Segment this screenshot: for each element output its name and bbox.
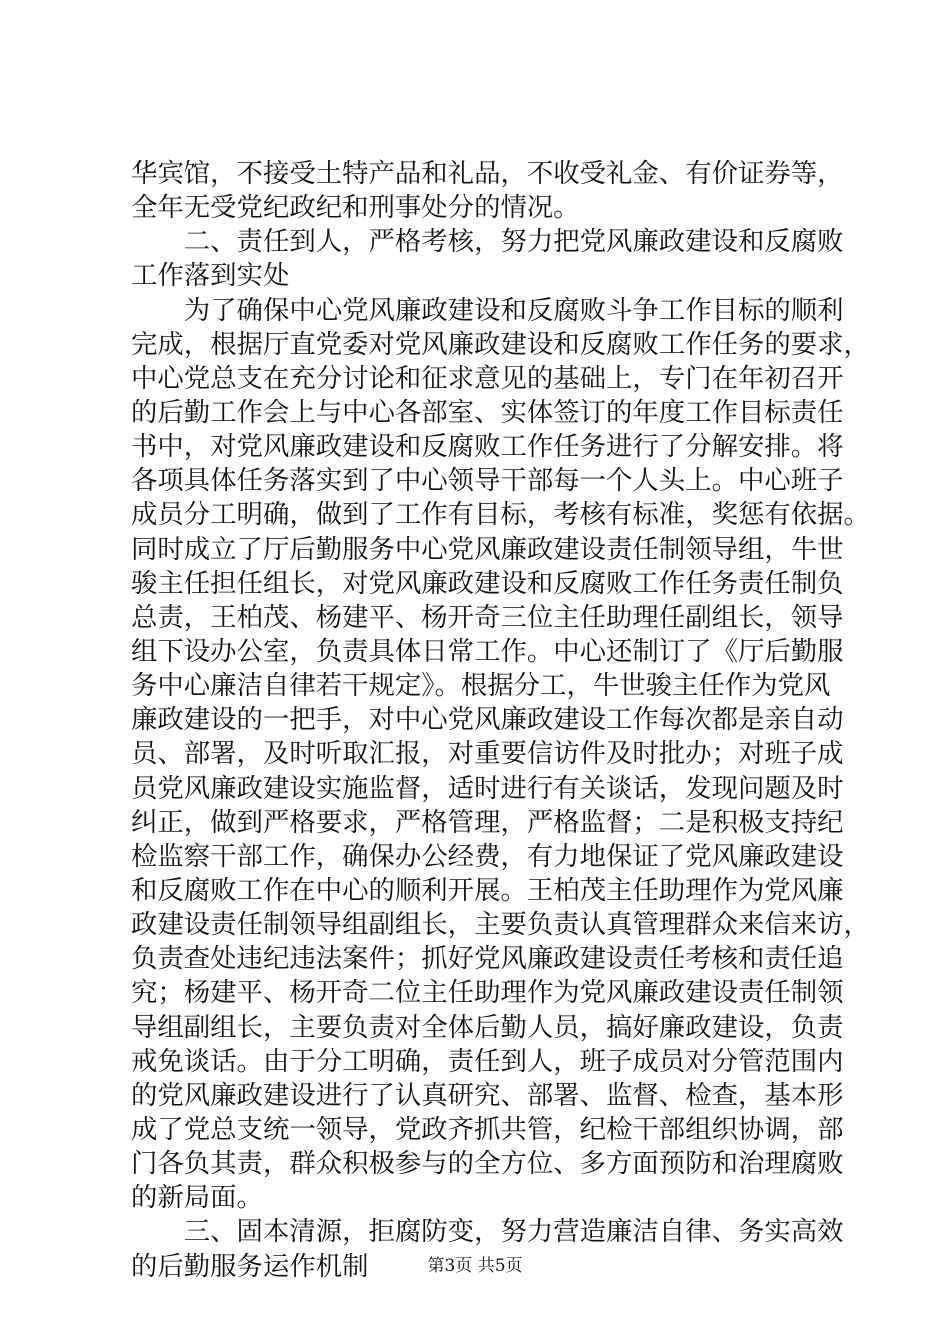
text-line: 骏主任担任组长，对党风廉政建设和反腐败工作任务责任制负 (131, 567, 844, 599)
text-line: 的新局面。 (131, 1182, 263, 1214)
text-line: 负责查处违纪违法案件；抓好党风廉政建设责任考核和责任追 (131, 943, 844, 975)
text-line: 究；杨建平、杨开奇二位主任助理作为党风廉政建设责任制领 (131, 977, 844, 1009)
body-text (131, 157, 870, 1284)
text-line: 的后勤服务运作机制 (131, 1250, 369, 1282)
text-line: 为了确保中心党风廉政建设和反腐败斗争工作目标的顺利 (131, 294, 844, 326)
text-line: 华宾馆，不接受土特产品和礼品，不收受礼金、有价证券等， (131, 158, 844, 189)
text-line: 成员分工明确，做到了工作有目标，考核有标准，奖惩有依据。 (131, 499, 870, 531)
text-line: 全年无受党纪政纪和刑事处分的情况。 (131, 192, 580, 224)
text-line: 总责，王柏茂、杨建平、杨开奇三位主任助理任副组长，领导 (131, 601, 844, 633)
text-line: 戒免谈话。由于分工明确，责任到人，班子成员对分管范围内 (131, 1045, 844, 1077)
text-line: 廉政建设的一把手，对中心党风廉政建设工作每次都是亲自动 (131, 704, 844, 736)
text-line: 务中心廉洁自律若干规定》。根据分工，牛世骏主任作为党风 (131, 670, 831, 702)
text-line: 员、部署，及时听取汇报，对重要信访件及时批办；对班子成 (131, 738, 844, 770)
text-line: 成了党总支统一领导，党政齐抓共管，纪检干部组织协调，部 (131, 1113, 844, 1145)
text-line: 工作落到实处 (131, 260, 290, 292)
text-line: 各项具体任务落实到了中心领导干部每一个人头上。中心班子 (131, 465, 844, 497)
text-line: 纠正，做到严格要求，严格管理，严格监督；二是积极支持纪 (131, 806, 844, 838)
text-line: 员党风廉政建设实施监督，适时进行有关谈话，发现问题及时 (131, 772, 844, 804)
text-line: 和反腐败工作在中心的顺利开展。王柏茂主任助理作为党风廉 (131, 874, 844, 906)
text-line: 二、责任到人，严格考核，努力把党风廉政建设和反腐败 (131, 226, 844, 258)
page-footer: 第3页 共5页 (427, 1256, 523, 1276)
text-line: 政建设责任制领导组副组长，主要负责认真管理群众来信来访， (131, 909, 870, 941)
text-line: 三、固本清源，拒腐防变，努力营造廉洁自律、务实高效 (131, 1216, 844, 1248)
text-line: 导组副组长，主要负责对全体后勤人员，搞好廉政建设，负责 (131, 1011, 844, 1043)
text-line: 同时成立了厅后勤服务中心党风廉政建设责任制领导组，牛世 (131, 533, 844, 565)
text-line: 完成，根据厅直党委对党风廉政建设和反腐败工作任务的要求， (131, 328, 870, 360)
text-line: 组下设办公室，负责具体日常工作。中心还制订了《厅后勤服 (131, 635, 844, 667)
text-line: 书中，对党风廉政建设和反腐败工作任务进行了分解安排。将 (131, 431, 844, 463)
text-line: 中心党总支在充分讨论和征求意见的基础上，专门在年初召开 (131, 362, 844, 394)
text-line: 的党风廉政建设进行了认真研究、部署、监督、检查，基本形 (131, 1079, 844, 1111)
text-line: 的后勤工作会上与中心各部室、实体签订的年度工作目标责任 (131, 396, 844, 428)
text-line: 门各负其责，群众积极参与的全方位、多方面预防和治理腐败 (131, 1148, 844, 1180)
text-line: 检监察干部工作，确保办公经费，有力地保证了党风廉政建设 (131, 840, 844, 872)
